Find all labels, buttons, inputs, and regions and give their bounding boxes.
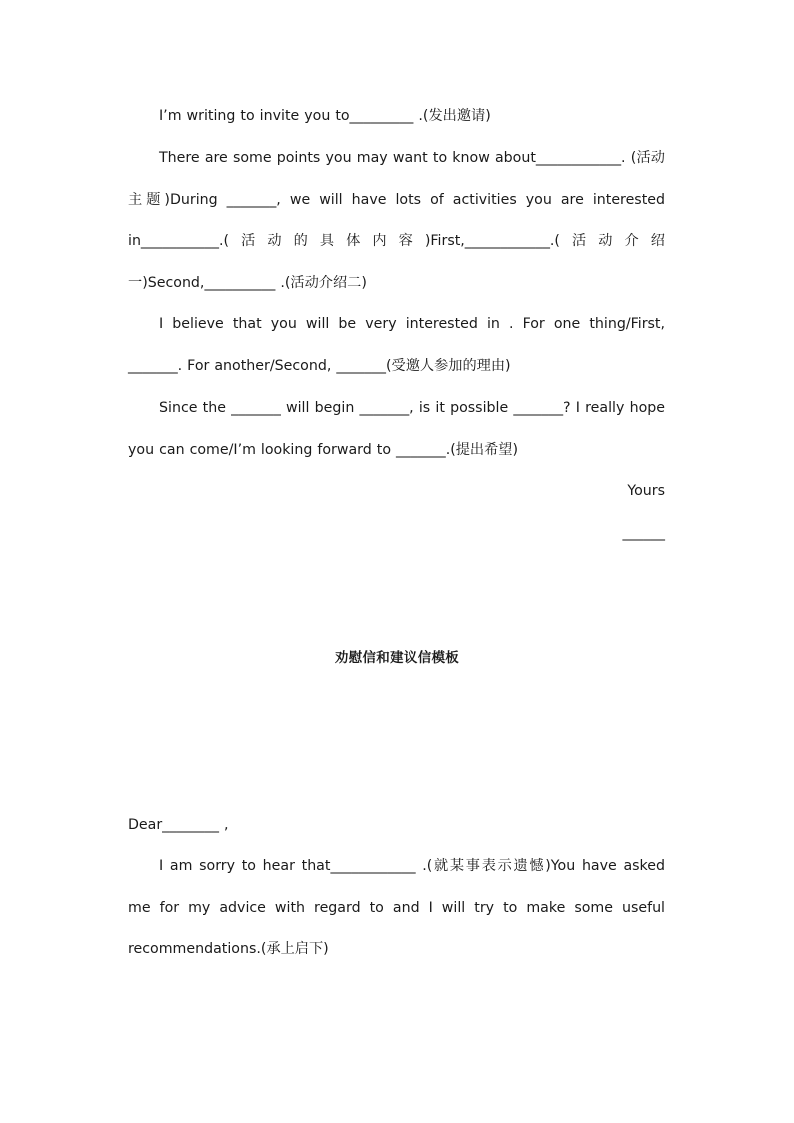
consolation-paragraph-1: I am sorry to hear that____________ .(就某事表示遗憾)You have asked me for my advice with regard to and I will try to make some useful recommendations.(承上启下) [128,858,665,958]
invitation-paragraph-2: There are some points you may want to know about____________. (活动主题)During _______, we will have lots of activities you are interested in___________.(活动的具体内容)First,____________.(活动介绍一)Second,__________ .(活动介绍二) [128,150,665,292]
invitation-paragraph-4: Since the _______ will begin _______, is it possible _______? I really hope you can come/I’m looking forward to _______.(提出希望) [128,400,665,458]
invitation-paragraph-1: I’m writing to invite you to_________ .(发出邀请) [159,108,491,124]
section-title: 劝慰信和建议信模板 [334,650,460,666]
invitation-paragraph-3: I believe that you will be very interested in . For one thing/First, _______. For another/Second, _______(受邀人参加的理由) [128,316,665,374]
consolation-salutation: Dear________ , [128,817,229,833]
signature-blank: ______ [622,525,665,541]
closing-yours: Yours [627,483,665,499]
